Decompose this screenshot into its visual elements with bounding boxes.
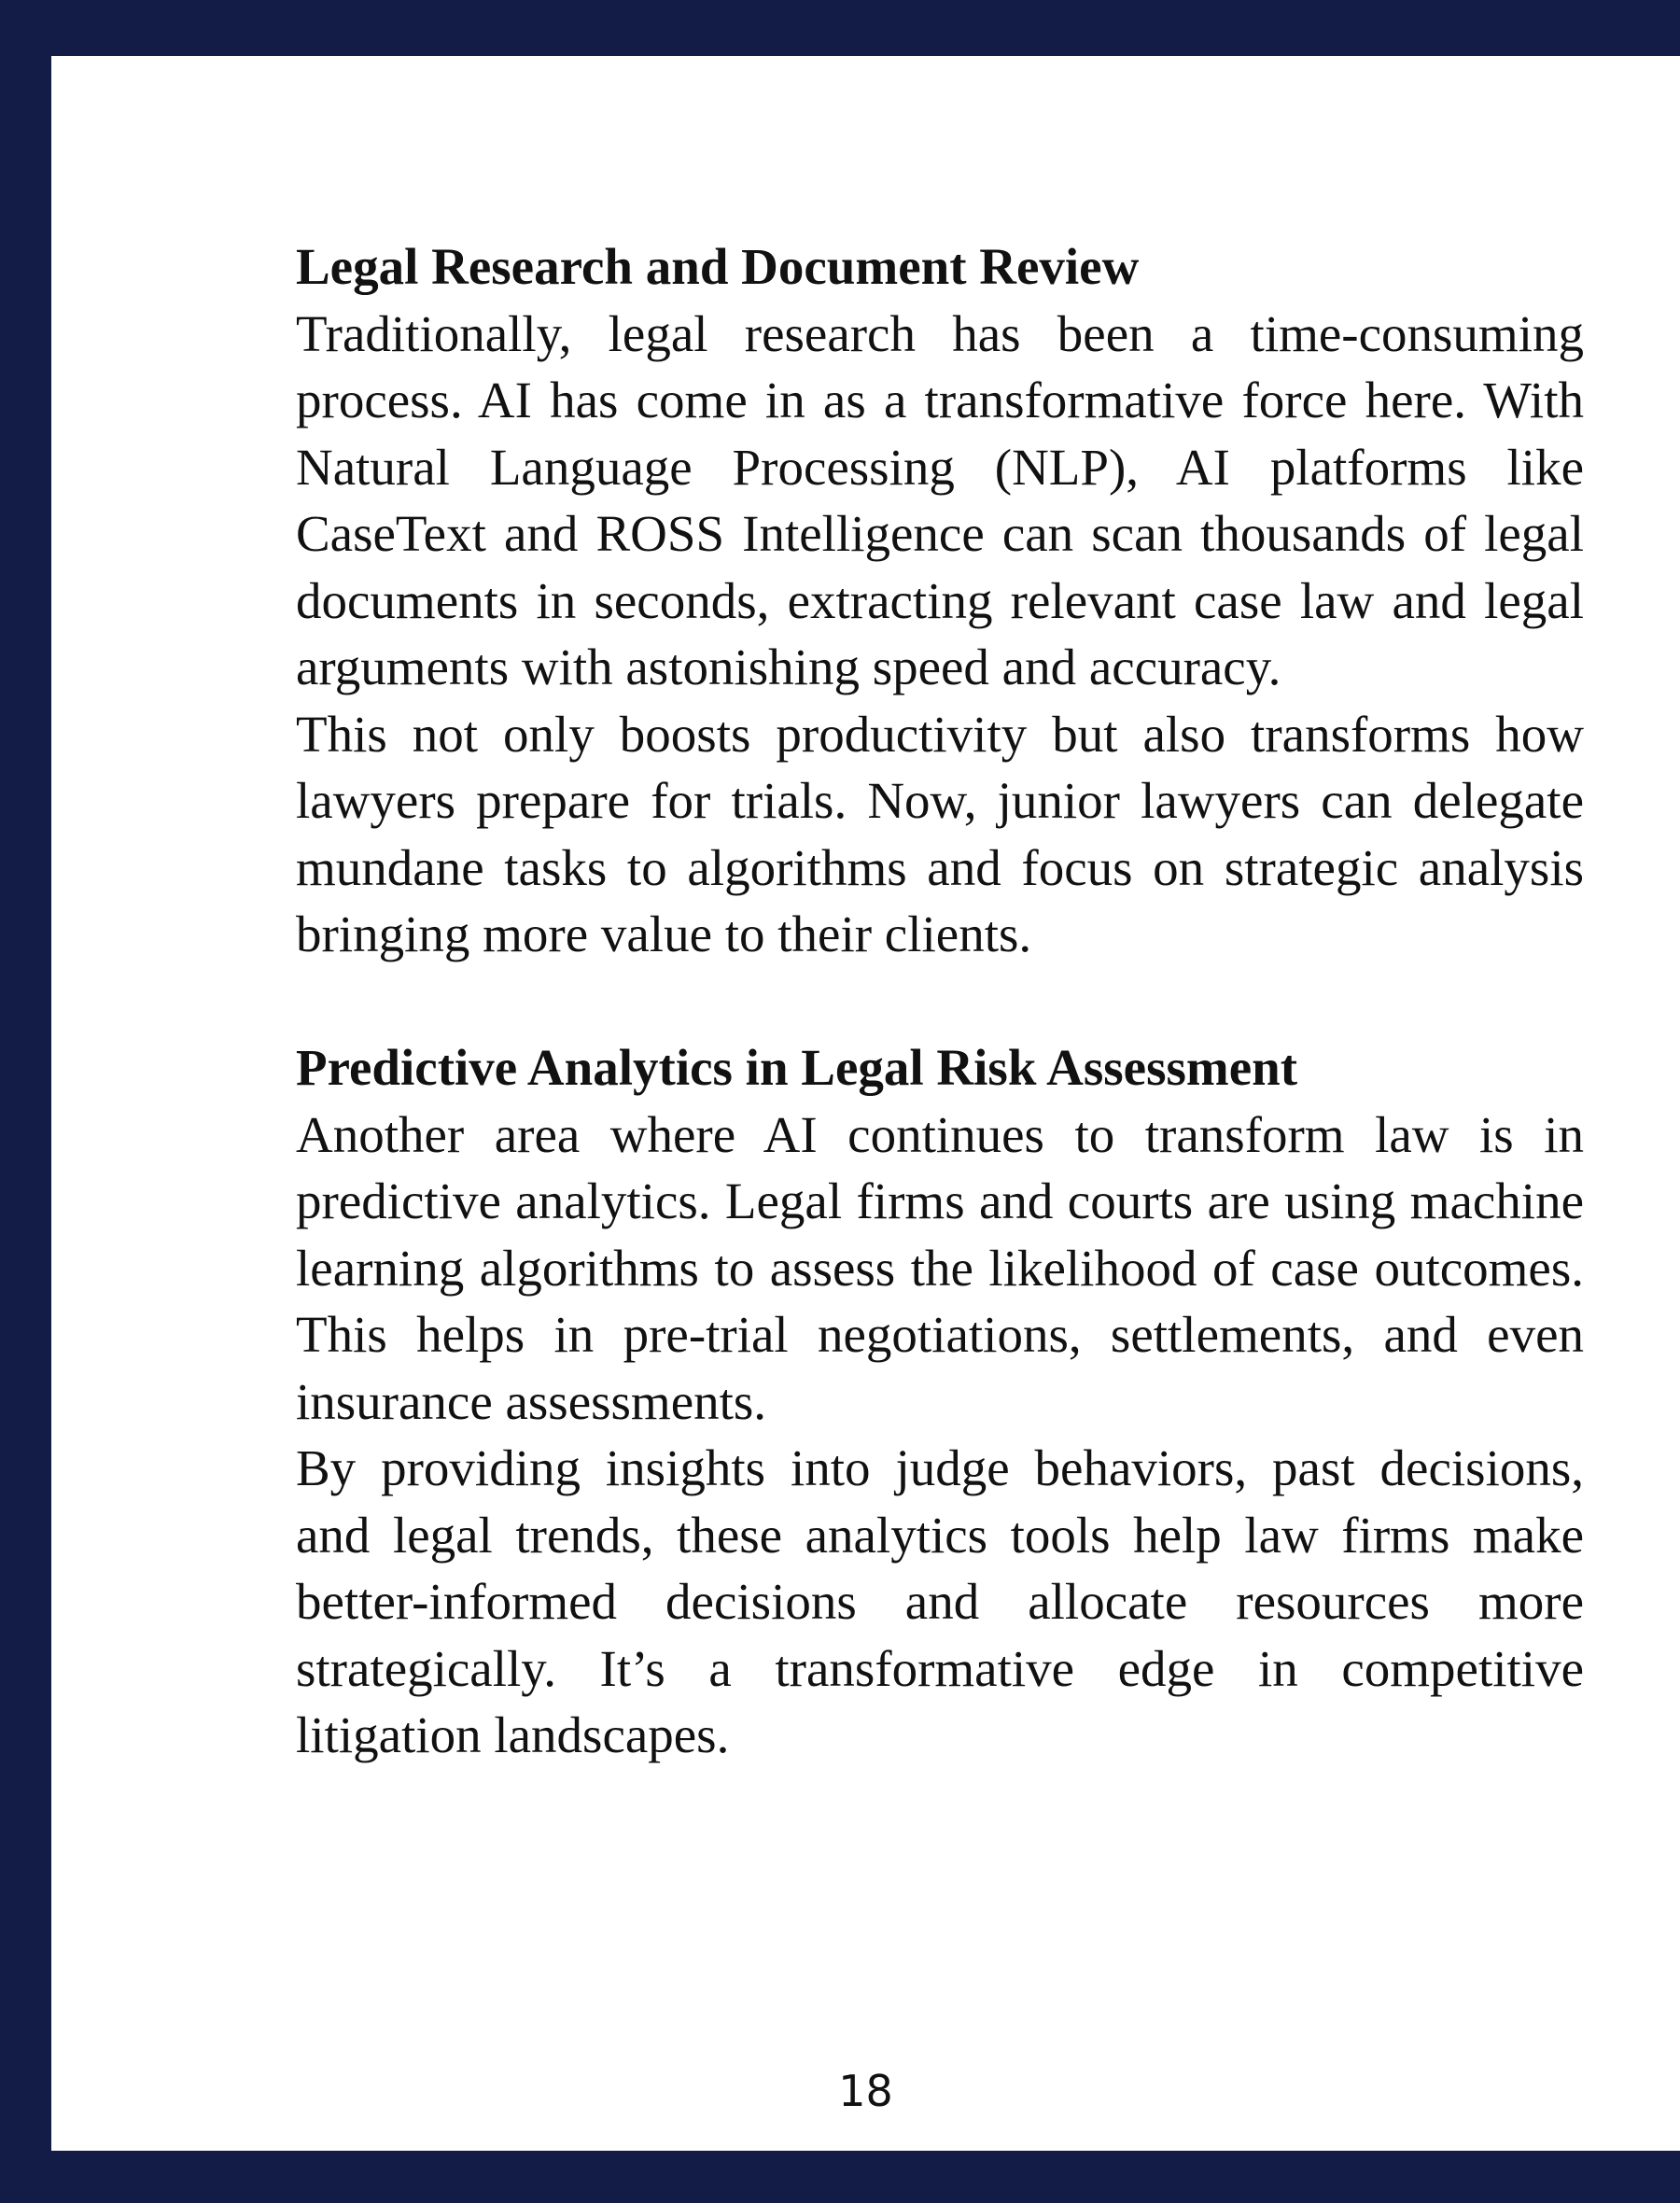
- paragraph: This not only boosts productivity but also transforms how lawyers prepare for trials. Now, junior lawyers can delegate mundane tasks to algorithms and focus on strategic analysis bringing more value to their clients.: [296, 705, 1584, 962]
- section-heading: Predictive Analytics in Legal Risk Assessment: [296, 1039, 1298, 1096]
- document-page: [51, 56, 1680, 2151]
- section-legal-research: [296, 233, 1584, 968]
- paragraph: By providing insights into judge behaviors, past decisions, and legal trends, these analytics tools help law firms make better-informed decisions and allocate resources more strategically. It’s a transformative edge in competitive litigation landscapes.: [296, 1439, 1584, 1763]
- section-heading: Legal Research and Document Review: [296, 238, 1140, 295]
- page-content: [296, 233, 1584, 1769]
- paragraph: Traditionally, legal research has been a time-consuming process. AI has come in as a transformative force here. With Natural Language Processing (NLP), AI platforms like CaseText and ROSS Intelligence can scan thousands of legal documents in seconds, extracting relevant case law and legal arguments with astonishing speed and accuracy.: [296, 304, 1584, 695]
- page-number: 18: [838, 2066, 893, 2116]
- section-predictive-analytics: [296, 1034, 1584, 1769]
- paragraph: Another area where AI continues to transform law is in predictive analytics. Legal firms and courts are using machine learning algorithms to assess the likelihood of case outcomes. This helps in pre-trial negotiations, settlements, and even insurance assessments.: [296, 1105, 1584, 1430]
- section-spacer: [296, 968, 1584, 1035]
